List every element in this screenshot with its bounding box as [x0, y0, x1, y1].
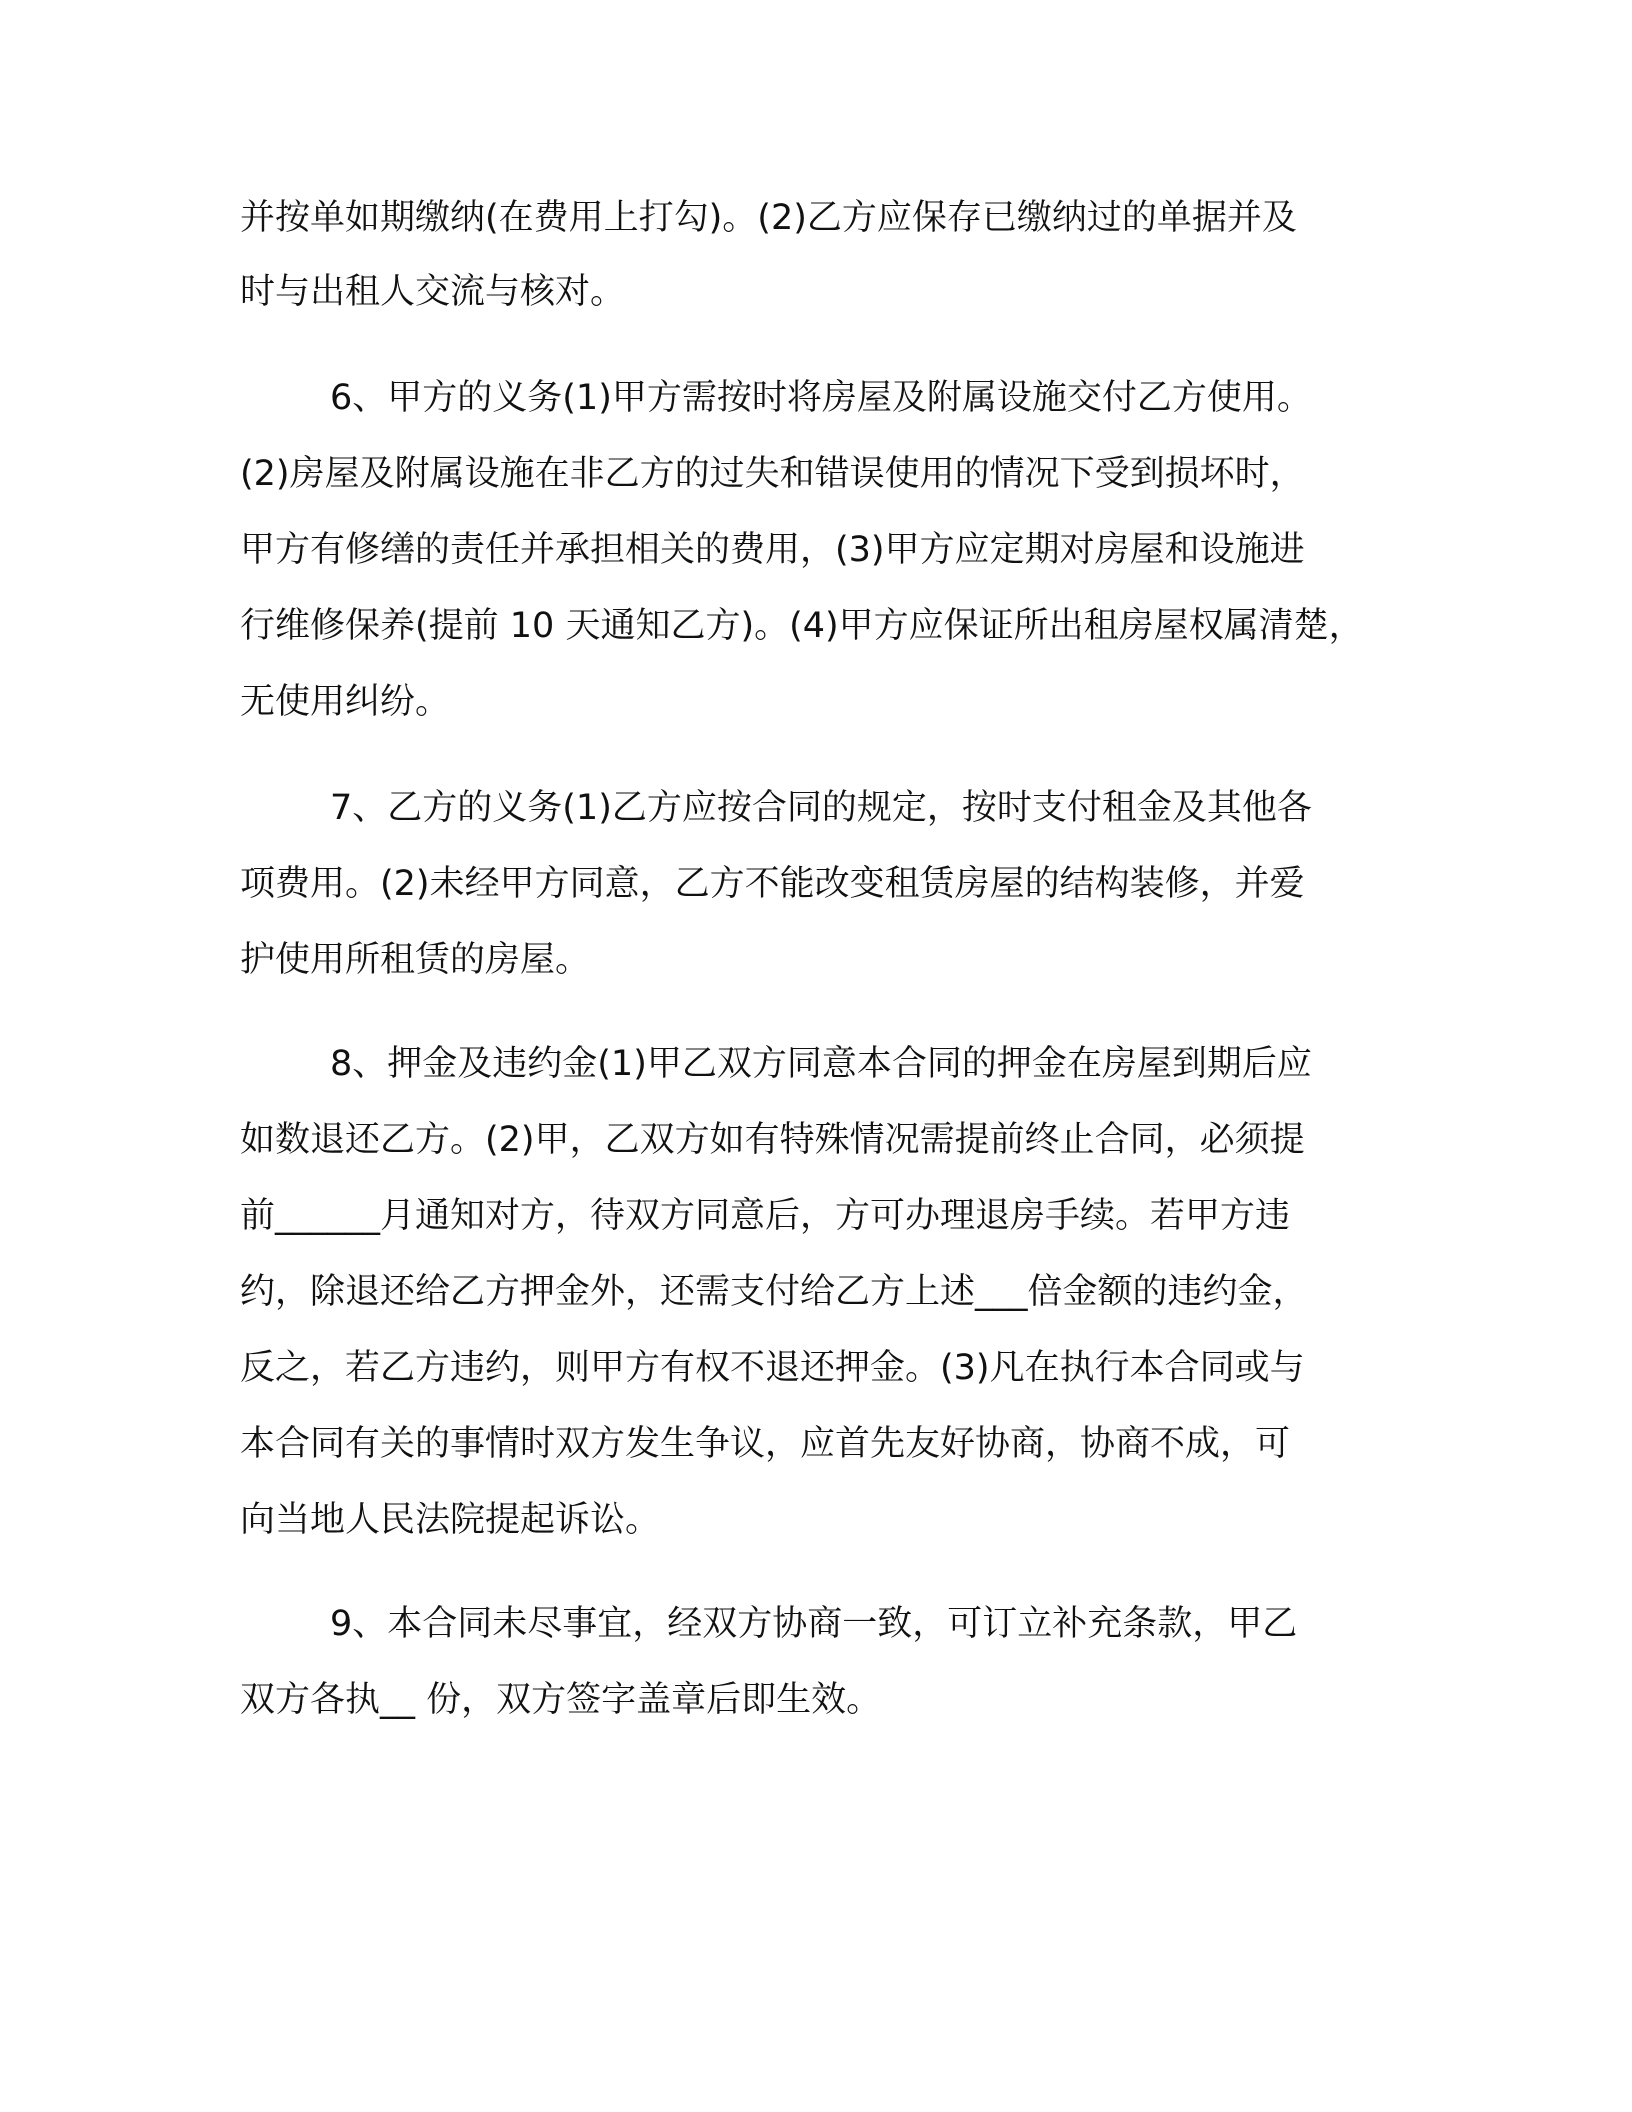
paragraph-7-line-2: 项费用。(2)未经甲方同意，乙方不能改变租赁房屋的结构装修，并爱 — [240, 864, 1305, 904]
paragraph-5-line-2: 时与出租人交流与核对。 — [240, 272, 626, 312]
paragraph-6-line-5: 无使用纠纷。 — [240, 682, 451, 722]
paragraph-6-line-3: 甲方有修缮的责任并承担相关的费用，(3)甲方应定期对房屋和设施进 — [240, 530, 1305, 570]
paragraph-6-line-4: 行维修保养(提前 10 天通知乙方)。(4)甲方应保证所出租房屋权属清楚， — [240, 606, 1364, 646]
paragraph-8-line-2: 如数退还乙方。(2)甲，乙双方如有特殊情况需提前终止合同，必须提 — [240, 1120, 1305, 1160]
paragraph-9-line-1: 9、本合同未尽事宜，经双方协商一致，可订立补充条款，甲乙 — [330, 1604, 1298, 1644]
paragraph-8-line-4: 约，除退还给乙方押金外，还需支付给乙方上述___倍金额的违约金， — [240, 1272, 1308, 1312]
paragraph-5-line-1: 并按单如期缴纳(在费用上打勾)。(2)乙方应保存已缴纳过的单据并及 — [240, 198, 1297, 238]
paragraph-7-line-3: 护使用所租赁的房屋。 — [240, 940, 591, 980]
paragraph-8-line-7: 向当地人民法院提起诉讼。 — [240, 1500, 661, 1540]
paragraph-8-line-1: 8、押金及违约金(1)甲乙双方同意本合同的押金在房屋到期后应 — [330, 1044, 1312, 1084]
paragraph-9-line-2: 双方各执__ 份，双方签字盖章后即生效。 — [240, 1680, 882, 1720]
paragraph-8-line-3: 前______月通知对方，待双方同意后，方可办理退房手续。若甲方违 — [240, 1196, 1291, 1236]
paragraph-6-line-1: 6、甲方的义务(1)甲方需按时将房屋及附属设施交付乙方使用。 — [330, 378, 1312, 418]
paragraph-8-line-6: 本合同有关的事情时双方发生争议，应首先友好协商，协商不成，可 — [240, 1424, 1291, 1464]
paragraph-8-line-5: 反之，若乙方违约，则甲方有权不退还押金。(3)凡在执行本合同或与 — [240, 1348, 1305, 1388]
paragraph-6-line-2: (2)房屋及附属设施在非乙方的过失和错误使用的情况下受到损坏时， — [240, 454, 1305, 494]
paragraph-7-line-1: 7、乙方的义务(1)乙方应按合同的规定，按时支付租金及其他各 — [330, 788, 1312, 828]
